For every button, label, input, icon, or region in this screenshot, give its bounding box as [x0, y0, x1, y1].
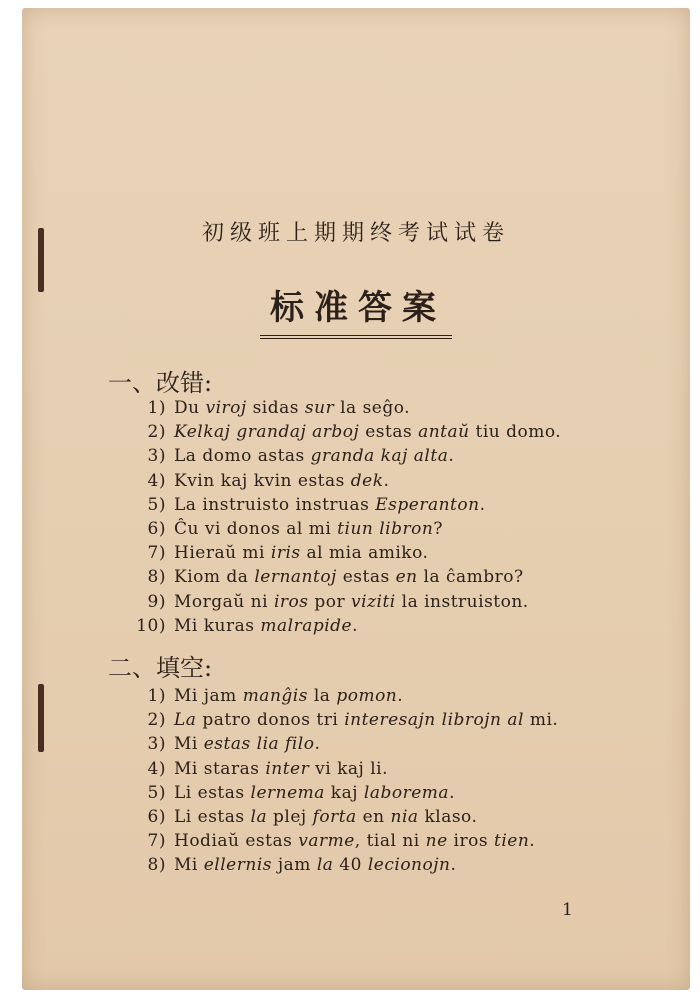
answer-text: Li estas — [174, 806, 251, 827]
answer-emphasis: en — [395, 567, 418, 588]
answer-number: 3) — [147, 734, 166, 755]
answer-text: jam — [271, 855, 317, 876]
correction-answer-list — [132, 396, 561, 638]
answer-emphasis: la — [316, 855, 334, 876]
answer-item — [132, 781, 558, 805]
answer-emphasis: Kelkaj grandaj arboj — [174, 422, 360, 443]
answer-text: plej — [267, 806, 313, 827]
answer-text: la instruiston. — [395, 591, 529, 612]
answer-text: Mi staras — [174, 758, 266, 779]
answer-text: klaso. — [418, 806, 478, 827]
answer-text: Morgaŭ ni — [174, 591, 274, 612]
answer-text: 40 — [333, 855, 368, 876]
answer-text: Du — [174, 398, 206, 418]
answer-item — [132, 684, 558, 708]
answer-text: mi. — [523, 710, 559, 731]
answer-text: sidas — [246, 398, 305, 418]
answer-item — [132, 420, 561, 444]
answer-item — [132, 565, 561, 589]
answer-emphasis: ellernis — [203, 855, 272, 876]
answer-emphasis: lernema — [250, 782, 325, 803]
answer-emphasis: iros — [273, 591, 309, 612]
answer-text: Mi jam — [174, 686, 243, 706]
answer-number: 8) — [147, 567, 166, 588]
exam-answer-sheet — [22, 8, 690, 990]
answer-item — [132, 805, 558, 829]
answer-text: iros — [447, 831, 494, 852]
answer-text: . — [397, 686, 404, 706]
answer-item — [132, 444, 561, 468]
answer-text: . — [449, 782, 455, 803]
answer-text: la ĉambro? — [417, 567, 524, 588]
answer-number: 6) — [147, 806, 166, 827]
answer-text: . — [448, 446, 455, 467]
answer-number: 2) — [147, 422, 166, 443]
answer-text: en — [356, 806, 391, 827]
answer-text: Ĉu vi donos al mi — [174, 518, 338, 539]
answer-emphasis: varme — [298, 831, 355, 852]
answer-item — [132, 614, 561, 638]
answer-text: . — [450, 855, 457, 876]
section-heading-correction: 一、改错: — [108, 369, 213, 397]
answer-number: 5) — [147, 494, 166, 515]
answer-number: 10) — [136, 615, 166, 636]
answer-text: La domo astas — [174, 446, 311, 467]
answer-text: vi kaj li. — [309, 758, 388, 779]
answer-text: estas — [336, 567, 396, 588]
answer-text: kaj — [324, 782, 364, 803]
answer-emphasis: iris — [270, 543, 301, 564]
answer-text: Kiom da — [174, 567, 255, 588]
answer-emphasis: tien — [494, 831, 530, 852]
answer-text: . — [383, 470, 390, 491]
answer-number: 4) — [147, 758, 166, 779]
exam-subtitle: 初级班上期期终考试试卷 — [201, 221, 510, 246]
answer-emphasis: lecionojn — [367, 855, 451, 876]
answer-number: 3) — [147, 446, 166, 467]
answer-emphasis: la — [250, 806, 268, 827]
answer-emphasis: viziti — [351, 591, 396, 612]
answer-emphasis: malrapide — [260, 615, 353, 636]
answer-emphasis: lernantoj — [254, 567, 337, 588]
answer-emphasis: nia — [390, 806, 419, 827]
answer-text: al mia amiko. — [300, 543, 429, 564]
answer-emphasis: manĝis — [242, 686, 308, 706]
answer-text: Mi kuras — [174, 615, 261, 636]
page-title-text: 标准答案 — [260, 280, 452, 339]
answer-emphasis: La — [174, 710, 197, 731]
answer-emphasis: Esperanton — [375, 494, 480, 515]
answer-text: tiu domo. — [469, 422, 562, 443]
answer-item — [132, 757, 558, 781]
answer-emphasis: sur — [304, 398, 335, 418]
answer-text: . — [314, 734, 321, 755]
answer-number: 1) — [147, 686, 166, 706]
answer-number: 5) — [147, 782, 166, 803]
answer-emphasis: tiun libron — [337, 518, 434, 539]
answer-emphasis: viroj — [205, 398, 247, 418]
answer-number: 7) — [147, 831, 166, 852]
answer-number: 2) — [147, 710, 166, 731]
answer-text: Mi — [174, 855, 204, 876]
answer-text: , tial ni — [354, 831, 426, 852]
answer-item — [132, 541, 561, 565]
page-number: 1 — [562, 900, 573, 920]
answer-emphasis: antaŭ — [418, 422, 470, 443]
answer-number: 4) — [147, 470, 166, 491]
answer-text: por — [308, 591, 352, 612]
answer-item — [132, 493, 561, 517]
answer-item — [132, 396, 561, 420]
answer-item — [132, 829, 558, 853]
answer-item — [132, 732, 558, 756]
answer-number: 1) — [147, 398, 166, 418]
answer-text: ? — [433, 518, 443, 539]
answer-item — [132, 708, 558, 732]
answer-text: la — [307, 686, 337, 706]
answer-text: . — [479, 494, 486, 515]
answer-text: Hieraŭ mi — [174, 543, 271, 564]
answer-text: La instruisto instruas — [174, 494, 376, 515]
answer-emphasis: interesajn librojn al — [344, 710, 524, 731]
answer-emphasis: laborema — [363, 782, 450, 803]
answer-emphasis: pomon — [336, 686, 398, 706]
answer-number: 8) — [147, 855, 166, 876]
answer-text: . — [352, 615, 359, 636]
fill-in-answer-list — [132, 684, 558, 878]
answer-text: Mi — [174, 734, 204, 755]
answer-emphasis: forta — [312, 806, 357, 827]
answer-number: 7) — [147, 543, 166, 564]
answer-text: la seĝo. — [334, 398, 411, 418]
page-title — [22, 280, 690, 339]
answer-number: 6) — [147, 518, 166, 539]
answer-emphasis: dek — [350, 470, 384, 491]
answer-text: estas — [359, 422, 419, 443]
answer-emphasis: granda kaj alta — [310, 446, 449, 467]
answer-text: . — [529, 831, 536, 852]
answer-text: Hodiaŭ estas — [174, 831, 299, 852]
answer-text: Li estas — [174, 782, 251, 803]
answer-text: Kvin kaj kvin estas — [174, 470, 351, 491]
answer-item — [132, 517, 561, 541]
answer-emphasis: estas lia filo — [203, 734, 315, 755]
answer-emphasis: inter — [265, 758, 310, 779]
answer-item — [132, 469, 561, 493]
answer-item — [132, 853, 558, 877]
staple-bottom — [38, 684, 44, 752]
answer-emphasis: ne — [425, 831, 448, 852]
answer-number: 9) — [147, 591, 166, 612]
answer-item — [132, 590, 561, 614]
answer-text: patro donos tri — [196, 710, 345, 731]
section-heading-fill-in: 二、填空: — [108, 654, 213, 682]
